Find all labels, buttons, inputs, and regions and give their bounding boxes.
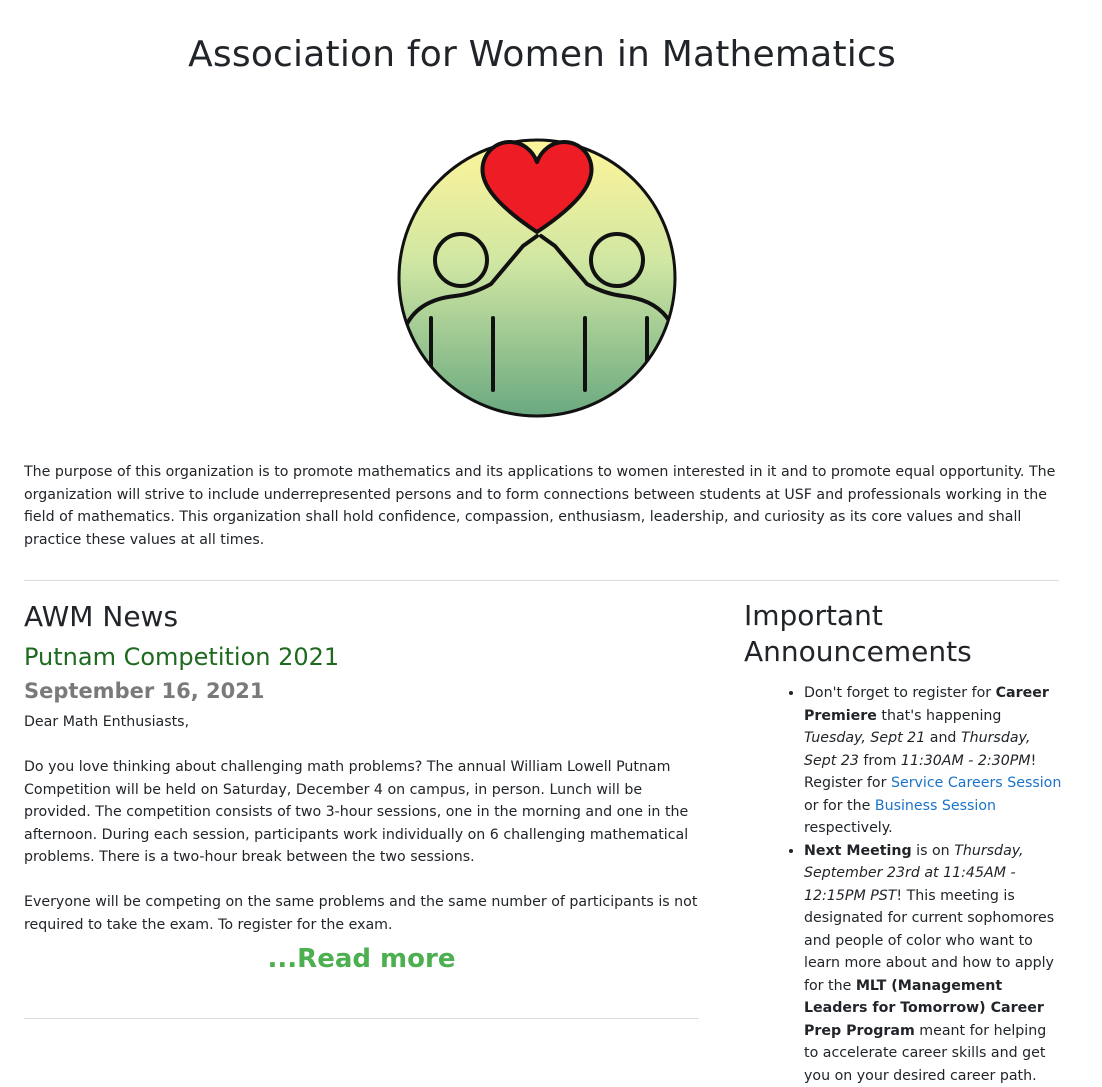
event-date: Thursday, Sept 23 xyxy=(804,730,1030,769)
news-heading: AWM News xyxy=(24,598,699,636)
announcement-text: from xyxy=(859,753,901,769)
announcements-list xyxy=(744,682,1064,1087)
read-more-link[interactable]: ...Read more xyxy=(24,941,699,977)
post-divider xyxy=(24,1018,699,1019)
event-date: Thursday, September 23rd at 11:45AM - 12:15PM PST xyxy=(804,843,1024,904)
section-divider xyxy=(24,580,1059,581)
announcements-heading xyxy=(744,598,1064,670)
announcement-text: that's happening xyxy=(877,708,1001,724)
post-title[interactable]: Putnam Competition 2021 xyxy=(24,640,699,674)
purpose-statement: The purpose of this organization is to promote mathematics and its applications to women interested in it and to promote equal opportunity. The organization will strive to include underrepresented persons and to form connections between students at USF and professionals working in the field of mathematics. This organization shall hold confidence, compassion, enthusiasm, leadership, and curiosity as its core values and shall practice these values at all times. xyxy=(24,461,1059,552)
announcement-text: ! Register for xyxy=(804,753,1036,792)
announcement-text: ! This meeting is designated for current sophomores and people of color who want to learn more about and how to apply for the xyxy=(804,888,1054,994)
announcement-text: meant for helping to accelerate career skills and get you on your desired career path. xyxy=(804,1023,1046,1084)
service-careers-session-link[interactable]: Service Careers Session xyxy=(891,775,1061,791)
announcement-item xyxy=(804,840,1064,1087)
post-paragraph: Do you love thinking about challenging math problems? The annual William Lowell Putnam Competition will be held on Saturday, December 4 on campus, in person. Lunch will be provided. The competition consists of two 3-hour sessions, one in the morning and one in the afternoon. During each session, participants work individually on 6 challenging mathematical problems. There is a two-hour break between the two sessions. xyxy=(24,756,699,869)
program-name: MLT (Management Leaders for Tomorrow) Career Prep Program xyxy=(804,978,1044,1039)
business-session-link[interactable]: Business Session xyxy=(875,798,996,814)
announcement-text: is on xyxy=(912,843,955,859)
event-name: Career Premiere xyxy=(804,685,1049,724)
announcements-section xyxy=(744,598,1064,1087)
event-date: Tuesday, Sept 21 xyxy=(804,730,925,746)
announcement-text: or for the xyxy=(804,798,875,814)
post-paragraph: Everyone will be competing on the same problems and the same number of participants is not required to take the exam. To register for the exam. xyxy=(24,891,699,936)
announcement-item xyxy=(804,682,1064,840)
page-title: Association for Women in Mathematics xyxy=(0,34,1084,75)
news-section xyxy=(24,598,699,889)
announcement-text: Don't forget to register for xyxy=(804,685,996,701)
announcements-heading-line2: Announcements xyxy=(744,635,972,668)
announcement-text: and xyxy=(925,730,961,746)
event-name: Next Meeting xyxy=(804,843,912,859)
event-time: 11:30AM - 2:30PM xyxy=(901,753,1031,769)
announcements-heading-line1: Important xyxy=(744,599,883,632)
post-date: September 16, 2021 xyxy=(24,676,699,706)
heart-hands-logo-icon xyxy=(395,128,683,418)
announcement-text: respectively. xyxy=(804,820,893,836)
post-greeting: Dear Math Enthusiasts, xyxy=(24,711,699,734)
post-excerpt xyxy=(24,711,699,889)
